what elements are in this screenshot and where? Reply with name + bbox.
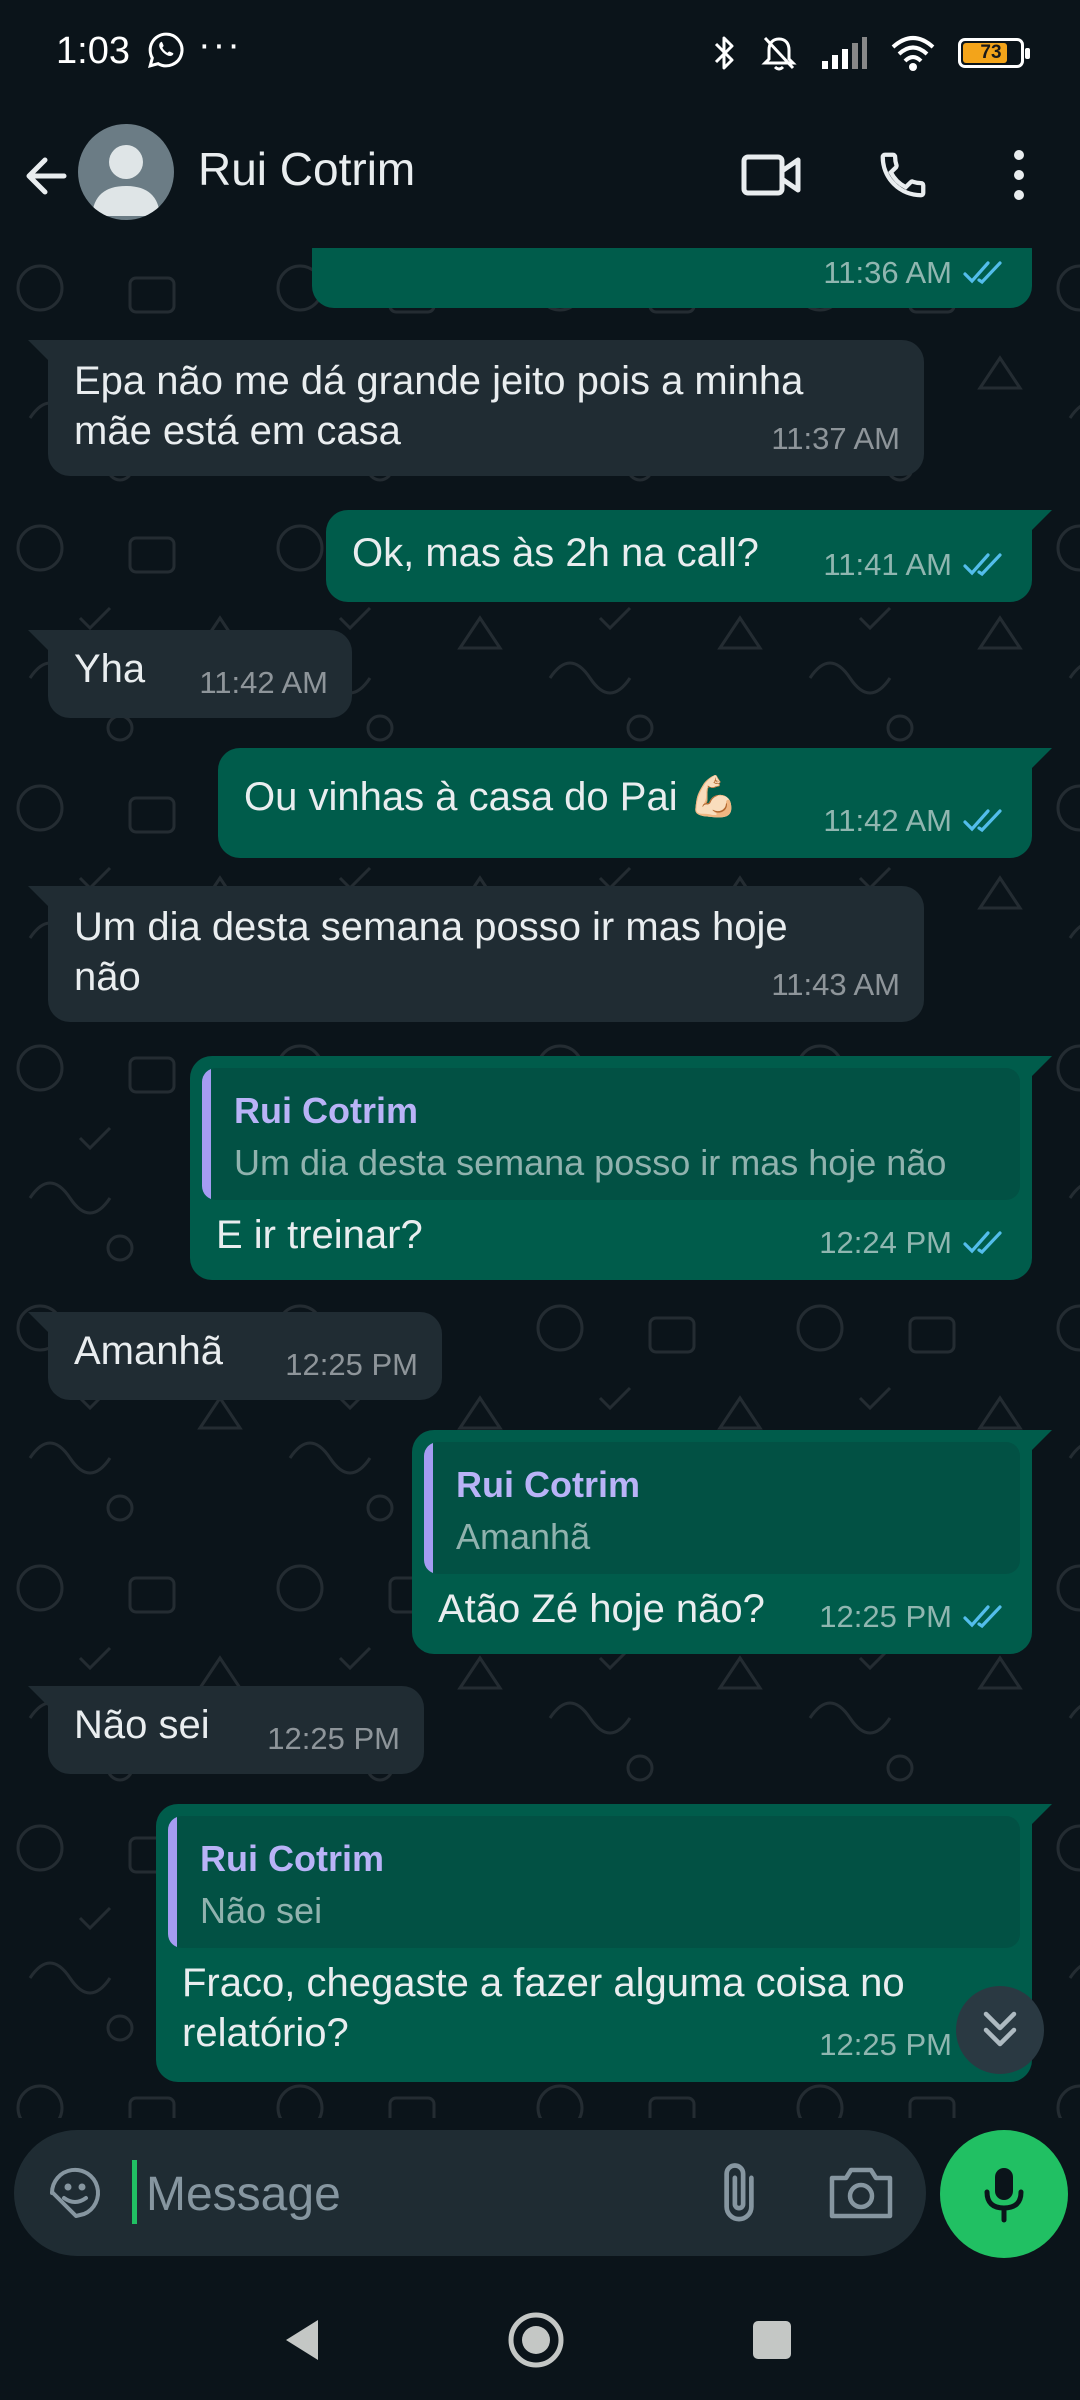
more-vert-icon	[1012, 149, 1026, 201]
message-text: Ou vinhas à casa do Pai 💪🏻	[244, 775, 739, 819]
message-text: Não sei	[74, 1703, 210, 1747]
quote-author: Rui Cotrim	[456, 1464, 640, 1505]
message-incoming[interactable]	[48, 1686, 424, 1774]
whatsapp-notification-icon	[146, 30, 186, 70]
signal-icon	[820, 33, 868, 73]
message-outgoing-reply[interactable]	[412, 1430, 1032, 1654]
arrow-left-icon[interactable]	[18, 146, 78, 206]
message-incoming[interactable]	[48, 1312, 442, 1400]
message-text: Amanhã	[74, 1329, 223, 1373]
double-check-icon	[962, 806, 1008, 836]
system-nav-bar	[0, 2270, 1080, 2400]
quoted-message[interactable]	[168, 1816, 1020, 1948]
double-check-icon	[962, 1228, 1008, 1258]
message-outgoing[interactable]	[312, 248, 1032, 308]
nav-back-icon	[280, 2316, 324, 2364]
nav-back-button[interactable]	[270, 2308, 334, 2372]
message-time: 11:36 AM	[823, 255, 952, 290]
message-outgoing[interactable]	[326, 510, 1032, 602]
quoted-message[interactable]	[424, 1442, 1020, 1574]
message-text: Yha	[74, 647, 146, 691]
status-icons	[712, 28, 1024, 78]
battery-level: 73	[980, 42, 1002, 63]
nav-home-icon	[506, 2310, 566, 2370]
text-cursor	[132, 2160, 137, 2224]
video-call-icon	[740, 151, 802, 199]
quoted-message[interactable]	[202, 1068, 1020, 1200]
default-avatar-icon	[78, 124, 174, 220]
bluetooth-icon	[712, 33, 738, 73]
quote-author: Rui Cotrim	[200, 1838, 384, 1879]
chat-header	[0, 110, 1080, 248]
voice-call-button[interactable]	[868, 140, 938, 210]
avatar[interactable]	[78, 124, 174, 220]
status-time: 1:03	[56, 30, 130, 72]
message-text: Fraco, chegaste a fazer alguma coisa no relatório?	[182, 1961, 905, 2055]
double-check-icon	[962, 1602, 1008, 1632]
message-time: 11:42 AM	[199, 665, 328, 700]
status-bar	[0, 0, 1080, 110]
message-outgoing-reply[interactable]	[156, 1804, 1032, 2082]
double-chevron-down-icon	[980, 2008, 1020, 2052]
message-input[interactable]	[144, 2156, 708, 2232]
message-outgoing[interactable]	[218, 748, 1032, 858]
quote-text: Amanhã	[456, 1516, 591, 1557]
chat-messages[interactable]	[0, 248, 1080, 2118]
nav-recents-icon	[751, 2319, 793, 2361]
message-composer	[14, 2130, 926, 2256]
nav-home-button[interactable]	[504, 2308, 568, 2372]
status-overflow: ···	[198, 24, 242, 66]
message-text: Atão Zé hoje não?	[438, 1587, 765, 1631]
contact-name[interactable]: Rui Cotrim	[198, 143, 416, 195]
message-time: 12:25 PM	[819, 2027, 952, 2062]
battery-icon	[958, 38, 1024, 68]
scroll-to-bottom-button[interactable]	[956, 1986, 1044, 2074]
double-check-icon	[962, 258, 1008, 288]
sticker-icon[interactable]	[44, 2162, 106, 2224]
message-time: 11:43 AM	[771, 967, 900, 1002]
message-incoming[interactable]	[48, 886, 924, 1022]
paperclip-icon[interactable]	[706, 2160, 772, 2226]
bell-muted-icon	[760, 33, 798, 73]
double-check-icon	[962, 550, 1008, 580]
video-call-button[interactable]	[736, 140, 806, 210]
message-time: 11:41 AM	[823, 547, 952, 582]
message-time: 12:24 PM	[819, 1225, 952, 1260]
message-text: Epa não me dá grande jeito pois a minha mãe está em casa	[74, 359, 804, 453]
message-incoming[interactable]	[48, 340, 924, 476]
message-time: 12:25 PM	[267, 1721, 400, 1756]
menu-button[interactable]	[984, 140, 1054, 210]
message-time: 11:42 AM	[823, 803, 952, 838]
wifi-icon	[890, 33, 936, 73]
message-time: 12:25 PM	[819, 1599, 952, 1634]
voice-message-button[interactable]	[940, 2130, 1068, 2258]
message-incoming[interactable]	[48, 630, 352, 718]
message-outgoing-reply[interactable]	[190, 1056, 1032, 1280]
phone-icon	[876, 148, 930, 202]
nav-recents-button[interactable]	[740, 2308, 804, 2372]
message-time: 11:37 AM	[771, 421, 900, 456]
message-text: E ir treinar?	[216, 1213, 423, 1257]
message-time: 12:25 PM	[285, 1347, 418, 1382]
camera-icon[interactable]	[826, 2160, 896, 2226]
message-text: Ok, mas às 2h na call?	[352, 531, 759, 575]
quote-text: Um dia desta semana posso ir mas hoje não	[234, 1142, 947, 1183]
mic-icon	[982, 2164, 1026, 2224]
quote-text: Não sei	[200, 1890, 323, 1931]
quote-author: Rui Cotrim	[234, 1090, 418, 1131]
message-text: Um dia desta semana posso ir mas hoje não	[74, 905, 788, 999]
